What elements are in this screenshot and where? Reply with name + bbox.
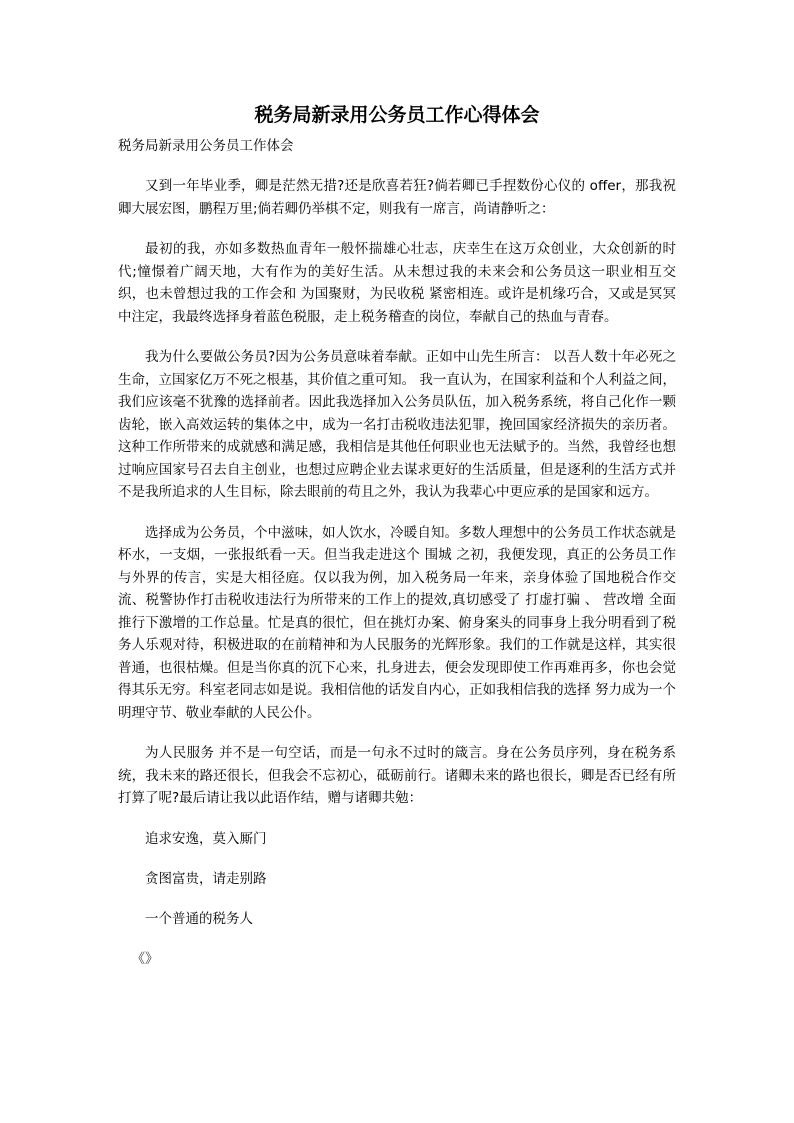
document-title: 税务局新录用公务员工作心得体会 (254, 104, 540, 126)
paragraph-intro: 又到一年毕业季，卿是茫然无措?还是欣喜若狂?倘若卿已手捏数份心仪的 offer，那我祝卿大展宏图，鹏程万里;倘若卿仍举棋不定，则我有一席言，尚请静听之： (118, 178, 676, 217)
paragraph-conclusion: 为人民服务 并不是一句空话，而是一句永不过时的箴言。身在公务员序列，身在税务系统，我未来的路还很长，但我会不忘初心，砥砺前行。诸卿未来的路也很长，卿是否已经有所打算了呢?最后请让我以此语作结，赠与诸卿共勉： (118, 745, 676, 806)
signature-line: 一个普通的税务人 (145, 910, 253, 927)
end-marks: 《》 (131, 950, 159, 967)
document-subtitle: 税务局新录用公务员工作体会 (118, 138, 294, 154)
closing-line: 追求安逸，莫入厮门 (145, 830, 267, 847)
document-page (118, 100, 676, 970)
paragraph-work-experience: 选择成为公务员，个中滋味，如人饮水，冷暖自知。多数人理想中的公务员工作状态就是杯水，一支烟，一张报纸看一天。但当我走进这个 围城 之初，我便发现，真正的公务员工作与外界的传言，实是大相径庭。仅以我为例，加入税务局一年来，亲身体验了国地税合作交流、税警协作打击税收违法行为所带来的工作上的提效,真切感受了 打虚打骗 、 营改增 全面推行下激增的工作总量。忙是真的很忙，但在挑灯办案、俯身案头的同事身上我分明看到了税务人乐观对待，积极进取的在前精神和为人民服务的光辉形象。我们的工作就是这样，其实很普通，也很枯燥。但是当你真的沉下心来，扎身进去，便会发现即使工作再难再多，你也会觉得其乐无穷。科室老同志如是说。我相信他的话发自内心，正如我相信我的选择 努力成为一个明理守节、敬业奉献的人民公仆。 (118, 524, 676, 721)
paragraph-why-civil-servant: 我为什么要做公务员?因为公务员意味着奉献。正如中山先生所言： 以吾人数十年必死之生命，立国家亿万不死之根基，其价值之重可知。 我一直认为，在国家利益和个人利益之间，我们应该毫不犹豫的选择前者。因此我选择加入公务员队伍，加入税务系统，将自己化作一颗齿轮，嵌入高效运转的集体之中，成为一名打击税收违法犯罪，挽回国家经济损失的亲历者。这种工作所带来的成就感和满足感，我相信是其他任何职业也无法赋予的。当然，我曾经也想过响应国家号召去自主创业，也想过应聘企业去谋求更好的生活质量，但是逐利的生活方式并不是我所追求的人生目标，除去眼前的苟且之外，我认为我辈心中更应承的是国家和远方。 (118, 349, 676, 500)
paragraph-beginning: 最初的我，亦如多数热血青年一般怀揣雄心壮志，庆幸生在这万众创业，大众创新的时代;憧憬着广阔天地，大有作为的美好生活。从未想过我的未来会和公务员这一职业相互交织，也未曾想过我的工作会和 为国聚财，为民收税 紧密相连。或许是机缘巧合，又或是冥冥中注定，我最终选择身着蓝色税服，走上税务稽查的岗位，奉献自己的热血与青春。 (118, 241, 676, 325)
closing-line: 贪图富贵，请走别路 (145, 870, 267, 887)
